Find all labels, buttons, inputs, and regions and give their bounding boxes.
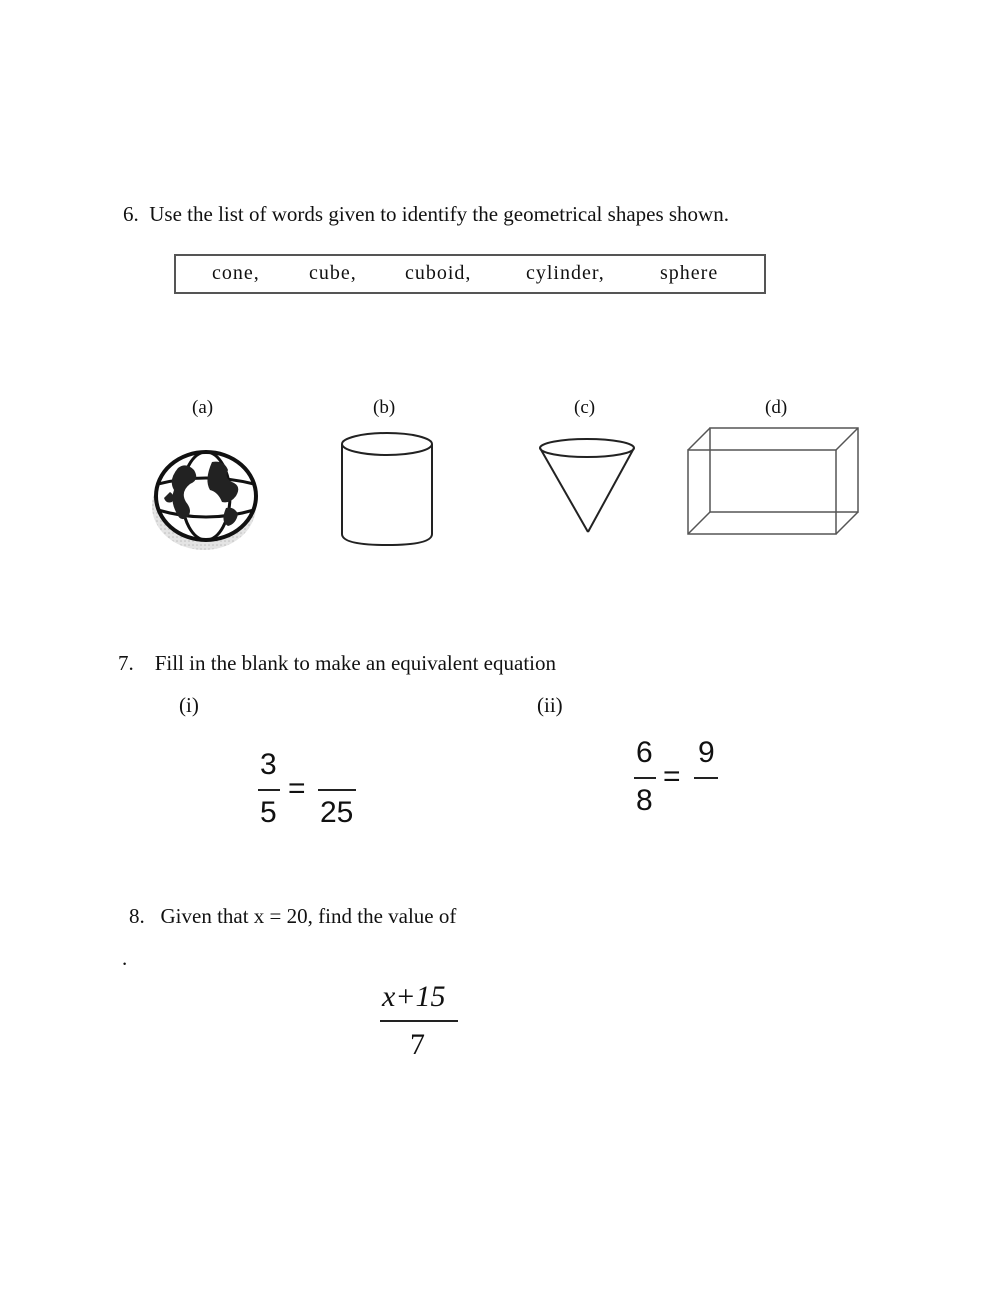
shape-label-a: (a) xyxy=(192,397,214,418)
fraction-bar xyxy=(694,777,718,779)
fraction-denominator: 5 xyxy=(260,796,277,829)
question-8 xyxy=(129,904,456,929)
fraction-bar xyxy=(318,789,356,791)
dot-marker: . xyxy=(122,946,128,970)
fraction-bar xyxy=(634,777,656,779)
sphere-globe-icon xyxy=(148,448,264,554)
cone-icon xyxy=(535,436,645,536)
equation-i xyxy=(250,748,370,840)
fraction-numerator: 3 xyxy=(260,748,277,781)
equation-ii xyxy=(628,736,738,828)
question-text: Fill in the blank to make an equivalent equation xyxy=(154,651,556,675)
question-number: 6. xyxy=(123,202,139,226)
question-6 xyxy=(123,202,729,227)
question-7 xyxy=(118,651,556,676)
fraction-denominator: 25 xyxy=(320,796,354,829)
expression-fraction xyxy=(378,980,468,1070)
question-number: 7. xyxy=(118,651,134,675)
question-text: Given that x = 20, find the value of xyxy=(160,904,457,928)
question-number: 8. xyxy=(129,904,145,928)
shape-label-b: (b) xyxy=(373,397,396,418)
shape-label-d: (d) xyxy=(765,397,788,418)
cuboid-icon xyxy=(684,424,864,538)
part-i-label: (i) xyxy=(179,693,199,717)
word-cone: cone, xyxy=(212,262,260,284)
fraction-numerator: 6 xyxy=(636,736,653,769)
expression-numerator: x+15 xyxy=(382,980,446,1013)
part-ii-label: (ii) xyxy=(537,693,563,717)
question-text: Use the list of words given to identify the geometrical shapes shown. xyxy=(149,202,729,226)
cylinder-icon xyxy=(338,430,438,550)
fraction-bar xyxy=(380,1020,458,1022)
equals-sign: = xyxy=(663,760,681,793)
fraction-numerator: 9 xyxy=(698,736,715,769)
fraction-bar xyxy=(258,789,280,791)
word-cuboid: cuboid, xyxy=(405,262,472,284)
equals-sign: = xyxy=(288,772,306,805)
word-cube: cube, xyxy=(309,262,357,284)
shape-label-c: (c) xyxy=(574,397,596,418)
expression-denominator: 7 xyxy=(410,1028,425,1061)
word-list-box xyxy=(174,254,766,294)
fraction-denominator: 8 xyxy=(636,784,653,817)
word-cylinder: cylinder, xyxy=(526,262,605,284)
word-sphere: sphere xyxy=(660,262,719,284)
